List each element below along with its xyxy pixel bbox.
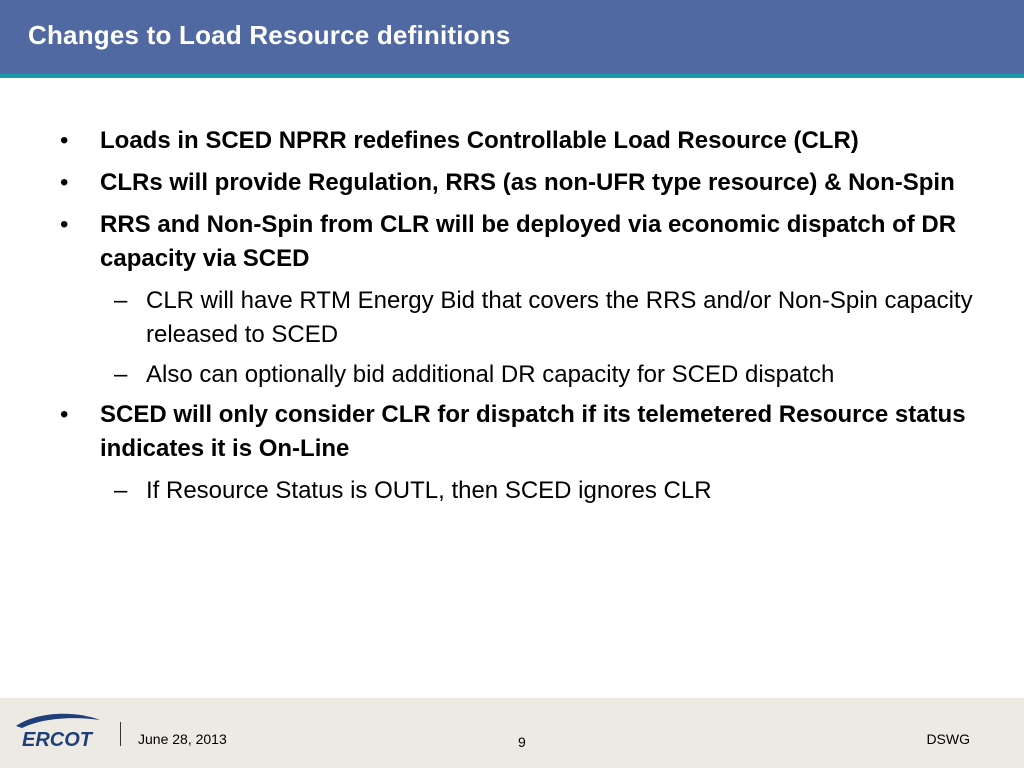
bullet-item [56, 398, 976, 466]
bullet-text: CLRs will provide Regulation, RRS (as non-UFR type resource) & Non-Spin [100, 169, 955, 196]
page-number: 9 [518, 734, 526, 750]
footer [0, 698, 1024, 768]
bullet-item [56, 166, 976, 200]
bullet-marker: • [60, 169, 69, 196]
footer-divider [120, 722, 121, 746]
sub-bullet-text: CLR will have RTM Energy Bid that covers the RRS and/or Non-Spin capacity released to SCED [146, 287, 973, 348]
footer-org: DSWG [926, 731, 970, 747]
bullet-marker: • [60, 401, 69, 428]
bullet-item [56, 124, 976, 158]
bullet-text: SCED will only consider CLR for dispatch if its telemetered Resource status indicates it is On-Line [100, 401, 966, 462]
sub-bullet-marker: – [114, 287, 128, 314]
sub-bullet-marker: – [114, 361, 128, 388]
bullet-item [56, 208, 976, 276]
footer-date: June 28, 2013 [138, 731, 227, 747]
bullet-text: Loads in SCED NPRR redefines Controllable Load Resource (CLR) [100, 127, 859, 154]
sub-bullet-item [56, 284, 976, 352]
sub-bullet-text: Also can optionally bid additional DR capacity for SCED dispatch [146, 361, 835, 388]
title-bar [0, 0, 1024, 74]
bullet-text: RRS and Non-Spin from CLR will be deployed via economic dispatch of DR capacity via SCED [100, 211, 957, 272]
ercot-logo [12, 708, 104, 752]
sub-bullet-item [56, 358, 976, 392]
bullet-marker: • [60, 211, 69, 238]
sub-bullet-text: If Resource Status is OUTL, then SCED ignores CLR [146, 477, 712, 504]
bullet-list [56, 124, 976, 514]
sub-bullet-item [56, 474, 976, 508]
title-accent-line [0, 74, 1024, 78]
svg-text:ERCOT: ERCOT [22, 729, 92, 751]
bullet-marker: • [60, 127, 69, 154]
slide-title: Changes to Load Resource definitions [28, 20, 511, 50]
sub-bullet-marker: – [114, 477, 128, 504]
